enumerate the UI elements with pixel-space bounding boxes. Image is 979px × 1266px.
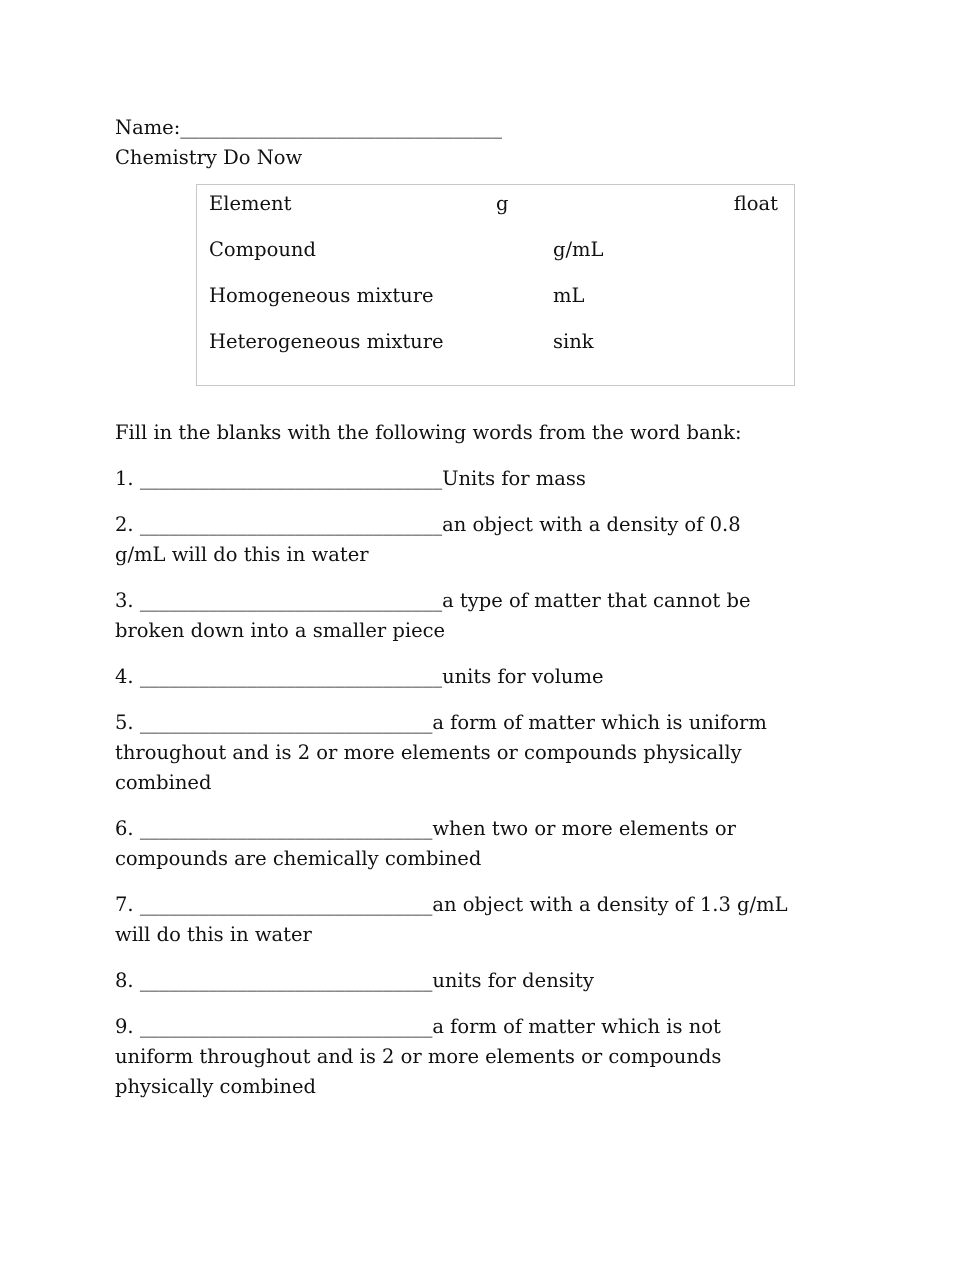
question-line [115,768,875,798]
question-text: physically combined [115,1075,316,1098]
bank-word: mL [553,284,585,307]
answer-blank[interactable]: ______________________________ [139,1015,433,1038]
question-item [115,890,875,950]
name-label: Name: [115,116,181,139]
question-number: 8. [115,969,134,992]
bank-word: Heterogeneous mixture [209,330,444,353]
question-line [115,708,875,738]
question-line [115,966,875,996]
answer-blank[interactable]: _______________________________ [139,513,443,536]
word-bank [196,184,795,386]
question-line [115,844,875,874]
question-text: combined [115,771,212,794]
question-text: units for density [432,969,594,992]
question-list [115,464,875,1118]
answer-blank[interactable]: _______________________________ [139,665,443,688]
question-text: Units for mass [442,467,586,490]
question-item [115,1012,875,1102]
question-item [115,464,875,494]
question-item [115,966,875,996]
page-title: Chemistry Do Now [115,146,303,169]
question-line [115,1072,875,1102]
answer-blank[interactable]: ______________________________ [139,893,433,916]
bank-word: g [496,192,509,215]
question-number: 4. [115,665,134,688]
question-number: 9. [115,1015,134,1038]
question-text: throughout and is 2 or more elements or compounds physically [115,741,742,764]
question-text: when two or more elements or [432,817,736,840]
question-line [115,616,875,646]
instructions: Fill in the blanks with the following words from the word bank: [115,421,742,444]
question-item [115,708,875,798]
question-number: 7. [115,893,134,916]
question-text: a form of matter which is uniform [432,711,767,734]
question-text: an object with a density of 1.3 g/mL [432,893,788,916]
question-number: 3. [115,589,134,612]
name-blank[interactable]: _________________________________ [180,116,503,139]
question-text: broken down into a smaller piece [115,619,446,642]
bank-word: float [733,192,778,215]
question-line [115,662,875,692]
name-line [115,113,502,143]
bank-word: Element [209,192,292,215]
answer-blank[interactable]: ______________________________ [139,969,433,992]
question-number: 5. [115,711,134,734]
question-line [115,920,875,950]
bank-word: sink [553,330,594,353]
bank-word: Homogeneous mixture [209,284,434,307]
question-number: 1. [115,467,134,490]
question-item [115,662,875,692]
question-item [115,510,875,570]
question-line [115,510,875,540]
question-line [115,1042,875,1072]
question-line [115,1012,875,1042]
question-text: an object with a density of 0.8 [442,513,741,536]
answer-blank[interactable]: ______________________________ [139,817,433,840]
question-text: g/mL will do this in water [115,543,369,566]
question-text: a type of matter that cannot be [442,589,751,612]
question-number: 2. [115,513,134,536]
question-text: units for volume [442,665,604,688]
question-line [115,814,875,844]
question-text: uniform throughout and is 2 or more elements or compounds [115,1045,722,1068]
question-line [115,738,875,768]
question-text: will do this in water [115,923,312,946]
question-line [115,890,875,920]
question-line [115,464,875,494]
answer-blank[interactable]: _______________________________ [139,589,443,612]
answer-blank[interactable]: _______________________________ [139,467,443,490]
question-line [115,586,875,616]
bank-word: g/mL [553,238,604,261]
question-text: a form of matter which is not [432,1015,721,1038]
question-line [115,540,875,570]
question-item [115,814,875,874]
answer-blank[interactable]: ______________________________ [139,711,433,734]
question-item [115,586,875,646]
question-number: 6. [115,817,134,840]
bank-word: Compound [209,238,316,261]
question-text: compounds are chemically combined [115,847,482,870]
